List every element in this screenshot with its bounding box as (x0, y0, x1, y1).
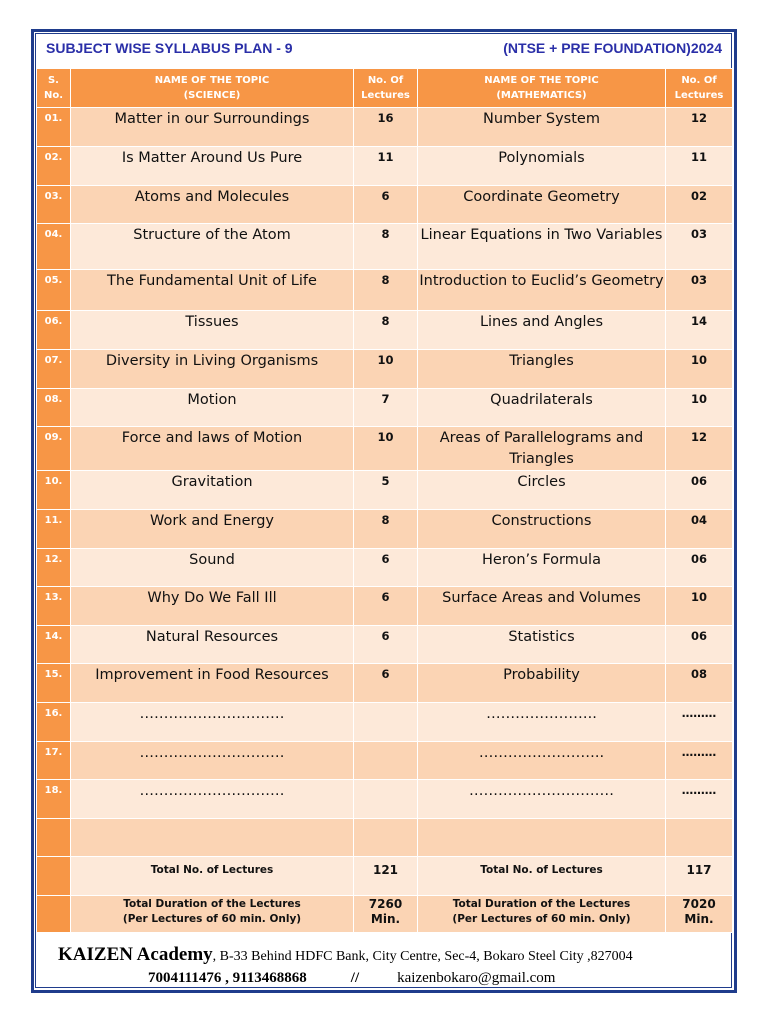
science-lectures (354, 703, 418, 742)
science-topic: Matter in our Surroundings (71, 108, 354, 147)
science-duration-value: 7260 Min. (354, 896, 418, 933)
footer (36, 938, 732, 988)
blank-cell (418, 819, 666, 857)
row-sno: 05. (37, 270, 71, 311)
science-lectures: 6 (354, 186, 418, 224)
math-topic: Circles (418, 471, 666, 510)
duration-sno-cell (37, 896, 71, 933)
row-sno: 10. (37, 471, 71, 510)
row-sno: 11. (37, 510, 71, 549)
phone-numbers: 7004111476 , 9113468868 (148, 970, 307, 986)
science-lectures: 10 (354, 350, 418, 389)
math-lectures: 14 (666, 311, 733, 350)
totals-body (37, 819, 733, 933)
header-science-lectures: No. Of Lectures (354, 69, 418, 108)
row-sno: 03. (37, 186, 71, 224)
math-lectures: 03 (666, 270, 733, 311)
math-lectures: 12 (666, 427, 733, 471)
row-sno: 18. (37, 780, 71, 819)
science-lectures (354, 742, 418, 780)
math-total-label: Total No. of Lectures (418, 857, 666, 896)
table-row (37, 549, 733, 587)
row-sno: 01. (37, 108, 71, 147)
math-duration-label: Total Duration of the Lectures (Per Lectures of 60 min. Only) (418, 896, 666, 933)
row-sno: 15. (37, 664, 71, 703)
math-topic: …………………….. (418, 742, 666, 780)
syllabus-table (36, 68, 733, 933)
footer-contact-line (148, 970, 555, 987)
table-row (37, 147, 733, 186)
science-lectures (354, 780, 418, 819)
row-sno: 17. (37, 742, 71, 780)
title-bar (36, 34, 732, 67)
science-topic: Is Matter Around Us Pure (71, 147, 354, 186)
table-body (37, 108, 733, 819)
science-topic: Sound (71, 549, 354, 587)
math-lectures: 08 (666, 664, 733, 703)
table-row (37, 626, 733, 664)
header-sno: S. No. (37, 69, 71, 108)
math-topic: ………………………… (418, 780, 666, 819)
header-math-lectures: No. Of Lectures (666, 69, 733, 108)
table-row (37, 311, 733, 350)
math-lectures: 10 (666, 350, 733, 389)
math-total-value: 117 (666, 857, 733, 896)
row-sno: 02. (37, 147, 71, 186)
table-row (37, 471, 733, 510)
blank-row (37, 819, 733, 857)
science-lectures: 6 (354, 664, 418, 703)
science-topic: Diversity in Living Organisms (71, 350, 354, 389)
table-row (37, 350, 733, 389)
science-lectures: 8 (354, 311, 418, 350)
footer-address-line (58, 944, 633, 966)
total-duration-row (37, 896, 733, 933)
academy-name: KAIZEN Academy (58, 944, 213, 965)
science-topic: Force and laws of Motion (71, 427, 354, 471)
table-row (37, 108, 733, 147)
math-lectures: 03 (666, 224, 733, 270)
program-title: (NTSE + PRE FOUNDATION)2024 (503, 40, 722, 56)
table-row (37, 780, 733, 819)
science-topic: Gravitation (71, 471, 354, 510)
math-lectures: 04 (666, 510, 733, 549)
math-lectures: ……… (666, 703, 733, 742)
math-topic: Triangles (418, 350, 666, 389)
science-lectures: 16 (354, 108, 418, 147)
math-topic: ………………….. (418, 703, 666, 742)
science-topic: Natural Resources (71, 626, 354, 664)
science-lectures: 7 (354, 389, 418, 427)
science-lectures: 6 (354, 626, 418, 664)
math-topic: Lines and Angles (418, 311, 666, 350)
math-lectures: ……… (666, 780, 733, 819)
science-topic: Work and Energy (71, 510, 354, 549)
contact-separator: // (350, 970, 360, 986)
row-sno: 04. (37, 224, 71, 270)
science-topic: The Fundamental Unit of Life (71, 270, 354, 311)
math-topic: Constructions (418, 510, 666, 549)
total-sno-cell (37, 857, 71, 896)
blank-cell (71, 819, 354, 857)
math-lectures: 12 (666, 108, 733, 147)
math-lectures: 06 (666, 471, 733, 510)
science-lectures: 5 (354, 471, 418, 510)
science-topic: Structure of the Atom (71, 224, 354, 270)
science-lectures: 10 (354, 427, 418, 471)
table-row (37, 186, 733, 224)
science-topic: ………………………… (71, 780, 354, 819)
math-topic: Surface Areas and Volumes (418, 587, 666, 626)
blank-cell (354, 819, 418, 857)
blank-sno-cell (37, 819, 71, 857)
science-lectures: 8 (354, 224, 418, 270)
table-row (37, 742, 733, 780)
row-sno: 06. (37, 311, 71, 350)
math-topic: Probability (418, 664, 666, 703)
header-math-topic: NAME OF THE TOPIC (MATHEMATICS) (418, 69, 666, 108)
syllabus-title: SUBJECT WISE SYLLABUS PLAN - 9 (46, 40, 293, 56)
science-topic: ………………………… (71, 703, 354, 742)
blank-cell (666, 819, 733, 857)
table-row (37, 389, 733, 427)
science-topic: Why Do We Fall Ill (71, 587, 354, 626)
math-topic: Quadrilaterals (418, 389, 666, 427)
science-topic: ………………………… (71, 742, 354, 780)
math-duration-value: 7020 Min. (666, 896, 733, 933)
math-lectures: 10 (666, 587, 733, 626)
math-lectures: 10 (666, 389, 733, 427)
row-sno: 16. (37, 703, 71, 742)
row-sno: 08. (37, 389, 71, 427)
table-row (37, 664, 733, 703)
math-lectures: 02 (666, 186, 733, 224)
math-topic: Linear Equations in Two Variables (418, 224, 666, 270)
table-row (37, 587, 733, 626)
table-header-row (37, 69, 733, 108)
science-topic: Atoms and Molecules (71, 186, 354, 224)
math-topic: Polynomials (418, 147, 666, 186)
email-address: kaizenbokaro@gmail.com (397, 970, 556, 986)
math-topic: Statistics (418, 626, 666, 664)
science-topic: Motion (71, 389, 354, 427)
math-topic: Coordinate Geometry (418, 186, 666, 224)
table-row (37, 224, 733, 270)
math-topic: Heron’s Formula (418, 549, 666, 587)
science-topic: Tissues (71, 311, 354, 350)
header-science-topic: NAME OF THE TOPIC (SCIENCE) (71, 69, 354, 108)
science-lectures: 8 (354, 510, 418, 549)
science-topic: Improvement in Food Resources (71, 664, 354, 703)
math-lectures: 06 (666, 549, 733, 587)
math-topic: Introduction to Euclid’s Geometry (418, 270, 666, 311)
math-lectures: 06 (666, 626, 733, 664)
science-lectures: 6 (354, 587, 418, 626)
science-lectures: 11 (354, 147, 418, 186)
row-sno: 07. (37, 350, 71, 389)
table-row (37, 510, 733, 549)
science-lectures: 6 (354, 549, 418, 587)
table-row (37, 703, 733, 742)
total-lectures-row (37, 857, 733, 896)
table-row (37, 270, 733, 311)
math-topic: Areas of Parallelograms and Triangles (418, 427, 666, 471)
row-sno: 09. (37, 427, 71, 471)
science-total-label: Total No. of Lectures (71, 857, 354, 896)
math-lectures: 11 (666, 147, 733, 186)
table-row (37, 427, 733, 471)
row-sno: 12. (37, 549, 71, 587)
science-duration-label: Total Duration of the Lectures (Per Lectures of 60 min. Only) (71, 896, 354, 933)
science-total-value: 121 (354, 857, 418, 896)
science-lectures: 8 (354, 270, 418, 311)
math-lectures: ……… (666, 742, 733, 780)
academy-address: , B-33 Behind HDFC Bank, City Centre, Sec-4, Bokaro Steel City ,827004 (212, 949, 633, 964)
math-topic: Number System (418, 108, 666, 147)
row-sno: 14. (37, 626, 71, 664)
row-sno: 13. (37, 587, 71, 626)
